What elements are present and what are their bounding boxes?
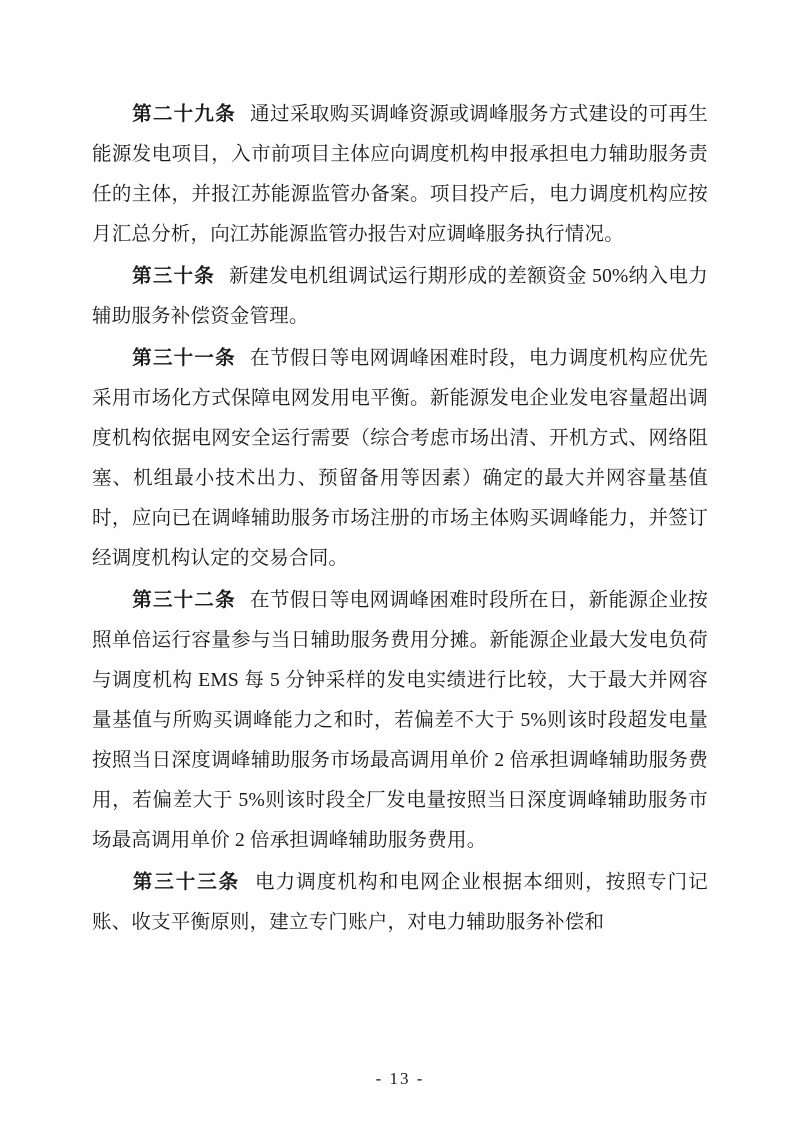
page-number: - 13 - bbox=[375, 1069, 425, 1088]
article-label: 第三十一条 bbox=[132, 348, 236, 369]
article-label: 第三十三条 bbox=[132, 872, 241, 893]
article-paragraph bbox=[92, 257, 708, 337]
article-text: 通过采取购买调峰资源或调峰服务方式建设的可再生能源发电项目，入市前项目主体应向调度机构申报承担电力辅助服务责任的主体，并报江苏能源监管办备案。项目投产后，电力调度机构应按月汇总分析，向江苏能源监管办报告对应调峰服务执行情况。 bbox=[92, 104, 708, 245]
article-paragraph bbox=[92, 581, 708, 861]
document-body bbox=[92, 95, 708, 943]
article-label: 第三十条 bbox=[132, 266, 215, 287]
article-text: 电力调度机构和电网企业根据本细则，按照专门记账、收支平衡原则，建立专门账户，对电力辅助服务补偿和 bbox=[92, 872, 708, 933]
article-label: 第三十二条 bbox=[132, 590, 236, 611]
article-paragraph bbox=[92, 339, 708, 579]
article-text: 在节假日等电网调峰困难时段，电力调度机构应优先采用市场化方式保障电网发用电平衡。新能源发电企业发电容量超出调度机构依据电网安全运行需要（综合考虑市场出清、开机方式、网络阻塞、机组最小技术出力、预留备用等因素）确定的最大并网容量基值时，应向已在调峰辅助服务市场注册的市场主体购买调峰能力，并签订经调度机构认定的交易合同。 bbox=[92, 348, 708, 569]
article-text: 在节假日等电网调峰困难时段所在日，新能源企业按照单倍运行容量参与当日辅助服务费用分摊。新能源企业最大发电负荷与调度机构 EMS 每 5 分钟采样的发电实绩进行比较，大于最大并网容量基值与所购买调峰能力之和时，若偏差不大于 5%则该时段超发电量按照当日深度调峰辅助服务市场最高调用单价 2 倍承担调峰辅助服务费用，若偏差大于 5%则该时段全厂发电量按照当日深度调峰辅助服务市场最高调用单价 2 倍承担调峰辅助服务费用。 bbox=[92, 590, 708, 851]
article-paragraph bbox=[92, 863, 708, 943]
article-text: 新建发电机组调试运行期形成的差额资金 50%纳入电力辅助服务补偿资金管理。 bbox=[92, 266, 708, 327]
article-paragraph bbox=[92, 95, 708, 255]
article-label: 第二十九条 bbox=[132, 104, 236, 125]
